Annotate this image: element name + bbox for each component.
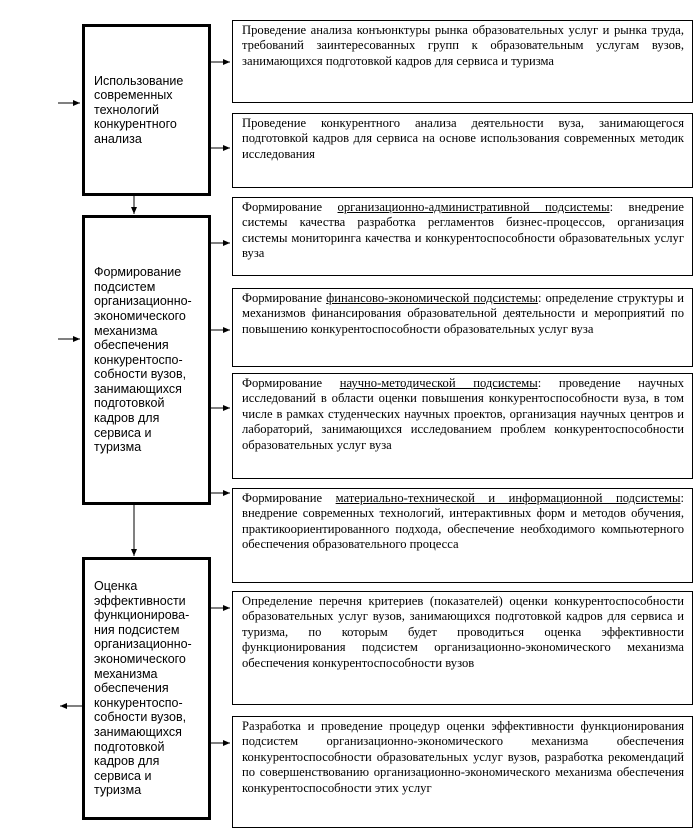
- left-line: собности вузов,: [94, 710, 187, 725]
- block-text: Определение перечня критериев (показателей) оценки конкурентоспособности образовательных услуг вузов, занимающихся подготовкой кадров для сервиса и туризма, по которым будет проводиться оценка эффективности функционирования подсистем организационно-экономического механизма обеспечения конкурентоспособности вузов: [242, 594, 684, 670]
- block-text: : определение структуры и механизмов финансирования образовательной деятельности и мероприятий по повышению конкурентоспособности образовательных услуг вуза: [242, 291, 684, 336]
- right-block-criteria-definition: [232, 591, 693, 705]
- right-block-finance-subsystem: [232, 288, 693, 367]
- left-line: организационно-: [94, 637, 192, 652]
- left-line: сервиса и: [94, 425, 152, 440]
- right-block-evaluation-procedures: [232, 716, 693, 828]
- left-line: технологий: [94, 102, 160, 117]
- block-text: Проведение конкурентного анализа деятельности вуза, занимающегося подготовкой кадров для сервиса на основе использования современных методик исследования: [242, 116, 684, 161]
- block-prefix: Формирование: [242, 376, 340, 390]
- left-line: анализа: [94, 131, 142, 146]
- left-line: обеспечения: [94, 338, 169, 353]
- left-line: конкурентоспо-: [94, 352, 183, 367]
- left-line: занимающихся: [94, 724, 182, 739]
- left-line: туризма: [94, 783, 142, 798]
- block-text: : проведение научных исследований в области оценки повышения конкурентоспособности вуза, в том числе в рамках студенческих научных проектов, организация научных центров и лабораторий, занимающихся исследованием проблем конкурентоспособности образовательных услуг вуза: [242, 376, 685, 452]
- left-block-competitive-analysis: [82, 24, 211, 196]
- left-block-subsystems-formation: [82, 215, 211, 505]
- right-block-competitor-analysis: [232, 113, 693, 188]
- left-line: экономического: [94, 308, 186, 323]
- right-block-science-subsystem: [232, 373, 693, 479]
- left-line: туризма: [94, 440, 142, 455]
- left-line: функционирова-: [94, 608, 190, 623]
- left-line: эффективности: [94, 593, 186, 608]
- left-line: обеспечения: [94, 681, 169, 696]
- block-underlined: материально-технической и информационной подсистемы: [335, 491, 681, 505]
- left-line: Формирование: [94, 265, 182, 280]
- block-underlined: научно-методической подсистемы: [339, 376, 538, 390]
- left-block-efficiency-evaluation: [82, 557, 211, 820]
- left-line: занимающихся: [94, 381, 182, 396]
- block-prefix: Формирование: [242, 200, 338, 214]
- block-text: Разработка и проведение процедур оценки эффективности функционирования подсистем организационно-экономического механизма обеспечения конкурентоспособности образовательных услуг вузов, разработка рекомендаций по совершенствованию организационно-экономического механизма обеспечения конкурентоспособности этих услуг: [242, 719, 684, 795]
- left-line: современных: [94, 88, 173, 103]
- block-underlined: организационно-административной подсистемы: [337, 200, 610, 214]
- right-block-material-subsystem: [232, 488, 693, 583]
- left-line: конкурентоспо-: [94, 695, 183, 710]
- left-line: механизма: [94, 666, 158, 681]
- left-line: конкурентного: [94, 117, 177, 132]
- right-block-admin-subsystem: [232, 197, 693, 276]
- left-line: кадров для: [94, 411, 160, 426]
- block-text: : внедрение современных технологий, интерактивных форм и методов обучения, практикоориентированного подхода, обеспечение необходимого компьютерного обеспечения образовательного процесса: [242, 491, 684, 552]
- left-line: кадров для: [94, 754, 160, 769]
- block-text: : внедрение системы качества разработка регламентов бизнес-процессов, организация системы мониторинга качества и конкурентоспособности образовательных услуг вуза: [242, 200, 684, 261]
- block-underlined: финансово-экономической подсистемы: [326, 291, 538, 305]
- left-line: механизма: [94, 323, 158, 338]
- left-line: подготовкой: [94, 739, 165, 754]
- block-text: Проведение анализа конъюнктуры рынка образовательных услуг и рынка труда, требований заинтересованных групп к образовательным услугам вузов, занимающихся подготовкой кадров для сервиса и туризма: [242, 23, 684, 68]
- left-line: ния подсистем: [94, 622, 180, 637]
- right-block-market-analysis: [232, 20, 693, 103]
- block-prefix: Формирование: [242, 491, 336, 505]
- block-prefix: Формирование: [242, 291, 327, 305]
- left-line: подготовкой: [94, 396, 165, 411]
- left-line: организационно-: [94, 294, 192, 309]
- left-line: собности вузов,: [94, 367, 187, 382]
- left-line: экономического: [94, 652, 186, 667]
- left-line: подсистем: [94, 279, 156, 294]
- left-line: Использование: [94, 73, 184, 88]
- left-line: Оценка: [94, 579, 138, 594]
- left-line: сервиса и: [94, 768, 152, 783]
